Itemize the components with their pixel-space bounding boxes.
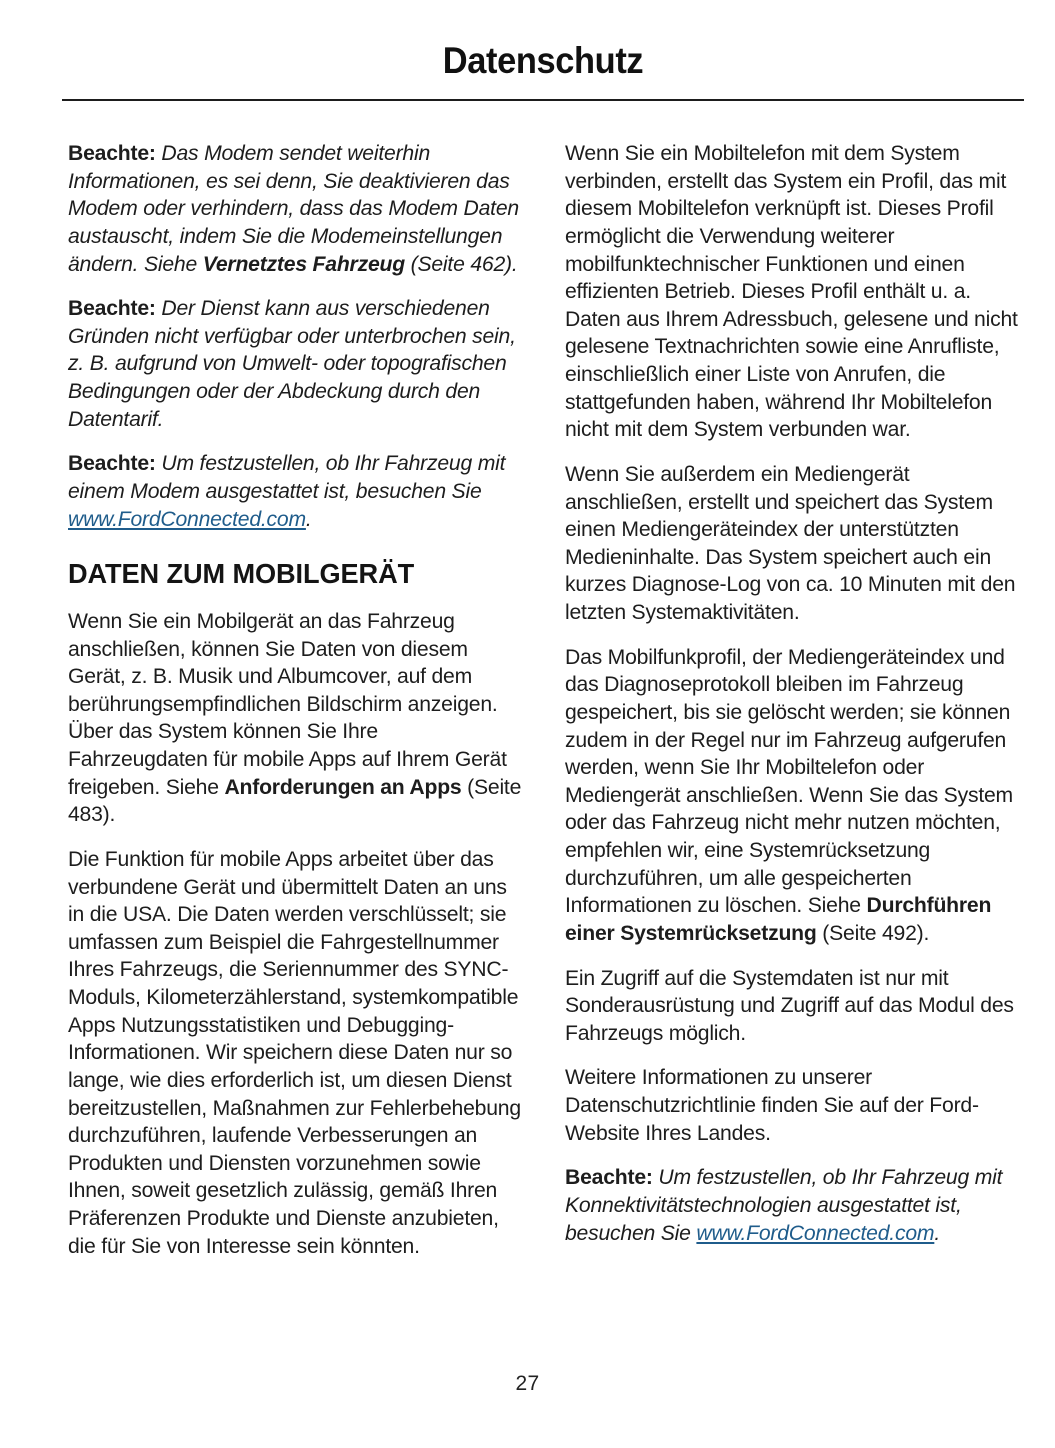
note-dienst-verfuegbarkeit bbox=[68, 295, 523, 433]
paragraph-text: Das Mobilfunkprofil, der Mediengeräteindex und das Diagnoseprotokoll bleiben im Fahrzeug gespeichert, bis sie gelöscht werden; sie können zudem in der Regel nur im Fahrzeug aufgerufen werden, wenn Sie Ihr Mobiltelefon oder Mediengerät anschließen. Wenn Sie das System oder das Fahrzeug nicht mehr nutzen möchten, empfehlen wir, eine Systemrücksetzung durchzuführen, um alle gespeicherten Informationen zu löschen. Siehe bbox=[565, 644, 1013, 918]
note-text-after: . bbox=[305, 506, 312, 531]
note-label: Beachte: bbox=[68, 296, 156, 321]
page-header bbox=[62, 42, 1024, 79]
cross-reference-durchfuehren-systemruecksetzung: Durchführen einer Systemrücksetzung bbox=[565, 893, 992, 945]
paragraph-systemruecksetzung bbox=[565, 644, 1020, 948]
page-title: Datenschutz bbox=[442, 40, 644, 81]
note-modem-pruefen bbox=[68, 450, 523, 533]
note-text: Um festzustellen, ob Ihr Fahrzeug mit einem Modem ausgestattet ist, besuchen Sie bbox=[68, 451, 506, 503]
paragraph-mediengeraeteindex: Wenn Sie außerdem ein Mediengerät anschließen, erstellt und speichert das System einen Mediengeräteindex der unterstützten Medieninhalte. Das System speichert auch ein kurzes Diagnose-Log von ca. 10 Minuten mit den letzten Systemaktivitäten. bbox=[565, 461, 1016, 624]
note-konnektivitaet-pruefen bbox=[565, 1164, 1020, 1247]
paragraph-text-after: (Seite 492). bbox=[816, 920, 930, 945]
content-columns bbox=[0, 140, 1055, 1260]
note-modem-sendet bbox=[68, 140, 523, 278]
note-text-after: (Seite 462). bbox=[404, 251, 518, 276]
note-text: Der Dienst kann aus verschiedenen Gründen nicht verfügbar oder unterbrochen sein, z. B. aufgrund von Umwelt- oder topografischen Bedingungen oder der Abdeckung durch den Datentarif. bbox=[68, 296, 516, 431]
left-column bbox=[68, 140, 530, 1260]
paragraph-systemdaten-zugriff: Ein Zugriff auf die Systemdaten ist nur mit Sonderausrüstung und Zugriff auf das Modul des Fahrzeugs möglich. bbox=[565, 965, 1014, 1045]
cross-reference-anforderungen-an-apps: Anforderungen an Apps bbox=[224, 774, 462, 799]
note-label: Beachte: bbox=[565, 1165, 653, 1190]
paragraph-mobile-apps-datenuebermittlung: Die Funktion für mobile Apps arbeitet über das verbundene Gerät und übermittelt Daten an uns in die USA. Die Daten werden verschlüsselt; sie umfassen zum Beispiel die Fahrgestellnummer Ihres Fahrzeugs, die Seriennummer des SYNC-Moduls, Kilometerzählerstand, systemkompatible Apps Nutzungsstatistiken und Debugging-Informationen. Wir speichern diese Daten nur so lange, wie dies erforderlich ist, um diesen Dienst bereitzustellen, Maßnahmen zur Fehlerbehebung durchzuführen, laufende Verbesserungen an Produkten und Diensten vorzunehmen sowie Ihnen, soweit gesetzlich zulässig, gemäß Ihren Präferenzen Produkte und Dienste anzubieten, die für Sie von Interesse sein könnten. bbox=[68, 846, 521, 1258]
paragraph-text: Wenn Sie ein Mobilgerät an das Fahrzeug anschließen, können Sie Daten von diesem Gerät, z. B. Musik und Albumcover, auf dem berührungsempfindlichen Bildschirm anzeigen. Über das System können Sie Ihre Fahrzeugdaten für mobile Apps auf Ihrem Gerät freigeben. Siehe bbox=[68, 608, 507, 799]
paragraph-datenschutzrichtlinie: Weitere Informationen zu unserer Datenschutzrichtlinie finden Sie auf der Ford-Website Ihres Landes. bbox=[565, 1065, 979, 1145]
cross-reference-vernetztes-fahrzeug: Vernetztes Fahrzeug bbox=[202, 251, 405, 276]
paragraph-mobilgeraet-anschliessen bbox=[68, 608, 523, 829]
fordconnected-link[interactable]: www.FordConnected.com bbox=[696, 1220, 935, 1245]
section-heading-daten-zum-mobilgeraet: DATEN ZUM MOBILGERÄT bbox=[68, 558, 415, 590]
note-text-after: . bbox=[934, 1220, 941, 1245]
paragraph-mobiltelefon-profil: Wenn Sie ein Mobiltelefon mit dem System verbinden, erstellt das System ein Profil, das mit diesem Mobiltelefon verknüpft ist. Dieses Profil ermöglicht die Verwendung weiterer mobilfunktechnischer Funktionen und einen effizienten Betrieb. Dieses Profil enthält u. a. Daten aus Ihrem Adressbuch, gelesene und nicht gelesene Textnachrichten sowie eine Anrufliste, einschließlich einer Liste von Anrufen, die stattgefunden haben, während Ihr Mobiltelefon nicht mit dem System verbunden war. bbox=[565, 141, 1018, 442]
paragraph-text-after: (Seite 483). bbox=[68, 774, 522, 827]
header-divider bbox=[62, 99, 1024, 101]
note-label: Beachte: bbox=[68, 451, 156, 476]
note-text: Um festzustellen, ob Ihr Fahrzeug mit Konnektivitätstechnologien ausgestattet ist, besuchen Sie bbox=[565, 1165, 1003, 1245]
fordconnected-link[interactable]: www.FordConnected.com bbox=[68, 506, 306, 531]
note-text: Das Modem sendet weiterhin Informationen, es sei denn, Sie deaktivieren das Modem oder verhindern, dass das Modem Daten austauscht, indem Sie die Modemeinstellungen ändern. Siehe bbox=[68, 141, 519, 276]
page-number: 27 bbox=[515, 1372, 540, 1395]
right-column bbox=[565, 140, 1027, 1260]
note-label: Beachte: bbox=[68, 141, 156, 165]
